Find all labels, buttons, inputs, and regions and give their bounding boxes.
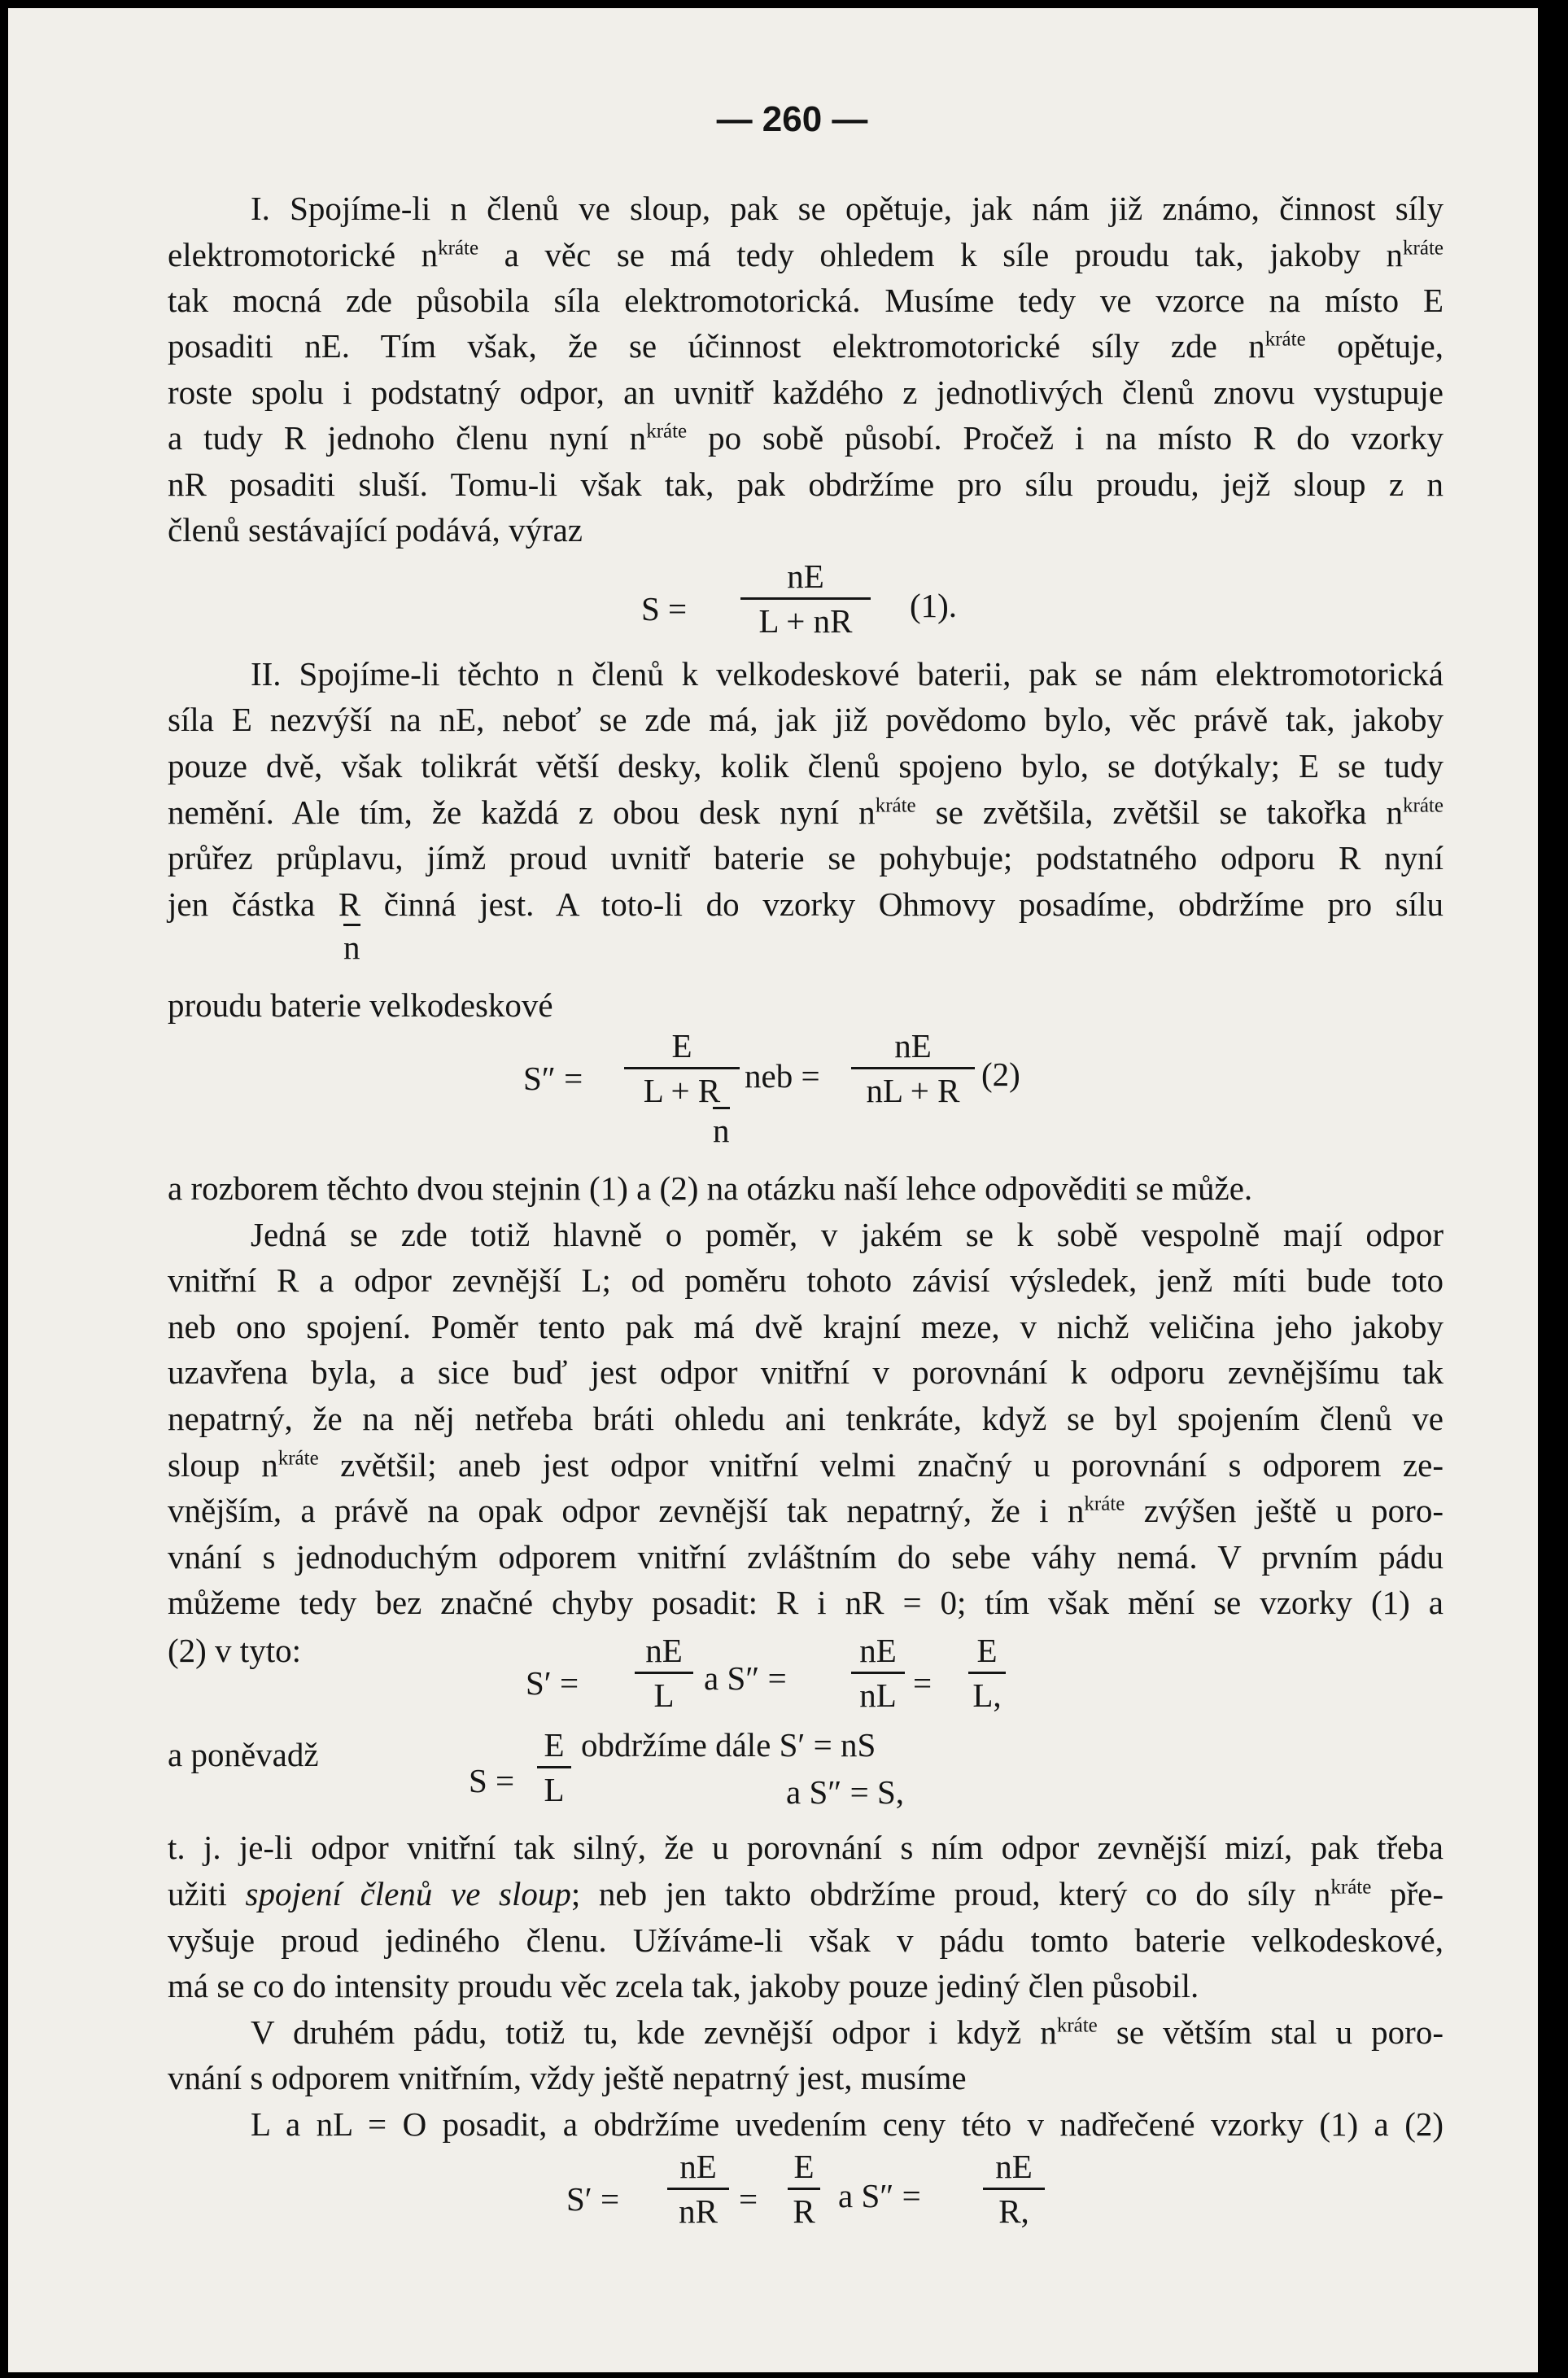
paragraph-line: II. Spojíme-li těchto n členů k velkodeskové baterii, pak se nám elektromotorická (251, 655, 1444, 693)
paragraph-line: vnání s jednoduchým odporem vnitřní zvláštním do sebe váhy nemá. V prvním pádu (168, 1538, 1444, 1576)
paragraph-line: členů sestávající podává, výraz (168, 511, 583, 549)
paragraph-line: t. j. je-li odpor vnitřní tak silný, že u porovnání s ním odpor zevnější mizí, pak třeba (168, 1829, 1444, 1866)
paragraph-line: roste spolu i podstatný odpor, an uvnitř každého z jednotlivých členů znovu vystupuje (168, 374, 1444, 411)
paragraph-line: nepatrný, že na něj netřeba bráti ohledu ani tenkráte, když se byl spojením členů ve (168, 1400, 1444, 1437)
scanned-page: — 260 — I. Spojíme-li n členů ve sloup, pak se opětuje, jak nám již známo, činnost síly elektromotorické $n^{kráte}$ a věc se má tedy ohledem k síle proudu tak, jakoby $n^{kráte}$ tak mocná zde působila síla elektromotorická. Musíme tedy ve vzorce na místo E posaditi nE. Tím však, že se účinnost elektromotorické síly zde $n^{kráte}$ opětuje, roste spolu i podstatný odpor, an uvnitř každého z jednotlivých členů znovu vystupuje a tudy R jednoho členu nyní $n^{kráte}$ po sobě působí. Pročež i na místo R do vzorky nR posaditi sluší. Tomu-li však tak, pak obdržíme pro sílu proudu, jejž sloup z n členů sestávající podává, výraz S = nE L + nR (1). II. Spojíme-li těchto n členů k velkodeskové baterii, pak se nám elektromotorická síla E nezvýší na nE, neboť se zde má, jak již povědomo bylo, věc právě tak, jakoby pouze dvě, však tolikrát větší desky, kolik členů spojeno bylo, se dotýkaly; E se tudy nemění. Ale tím, že každá z obou desk nyní $n^{kráte}$ se zvětšila, zvětšil se takořka $n^{kráte}$ průřez průplavu, jímž proud uvnitř baterie se pohybuje; podstatného odporu R nyní jen částka R činná jest. A toto-li do vzorky Ohmovy posadíme, obdržíme pro sílu n proudu baterie velkodeskové S″ = E L + R n neb = nE nL + R (2) a rozborem těchto dvou stejnin (1) a (2) na otázku naší lehce odpověditi se může. Jedná se zde totiž hlavně o poměr, v jakém se k sobě vespolně mají odpor vnitřní R a odpor zevnější L; od poměru tohoto závisí výsledek, jenž míti bude toto neb ono spojení. Poměr tento pak má dvě krajní meze, v nichž veličina jeho jakoby uzavřena byla, a sice buď jest odpor vnitřní v porovnání k odporu zevnějšímu tak nepatrný, že na něj netřeba bráti ohledu ani tenkráte, když se byl spojením členů ve sloup $n^{kráte}$ zvětšil; aneb jest odpor vnitřní velmi značný u porovnání s odporem ze- vnějším, a právě na opak odpor zevnější tak nepatrný, že i $n^{kráte}$ zvýšen ještě u poro- vnání s jednoduchým odporem vnitřní zvláštním do sebe váhy nemá. V prvním pádu můžeme tedy bez značné chyby posadit: R i nR = 0; tím však mění se vzorky (1) a (2) v tyto: S′ = nE L a S″ = nE nL = E L, a poněvadž S = E L obdržíme dále S′ = nS a S″ = S, t. j. je-li odpor vnitřní tak silný, že u porovnání s ním odpor zevnější mizí, pak třeba užiti spojení členů ve sloup; neb jen takto obdržíme proud, který co do síly $n^{kráte}$ pře- vyšuje proud jediného členu. Užíváme-li však v pádu tomto baterie velkodeskové, má se co do intensity proudu věc zcela tak, jakoby pouze jediný člen působil. V druhém pádu, totiž tu, kde zevnější odpor i když $n^{kráte}$ se větším stal u poro- vnání s odporem vnitřním, vždy ještě nepatrný jest, musíme L a nL = O posadit, a obdržíme uvedením ceny této v nadřečené vzorky (1) a (2) S′ = nE nR = E R a S″ = nE R, (8, 8, 1538, 2372)
paragraph-line: (2) v tyto: (168, 1632, 301, 1669)
page-number: — 260 — (716, 99, 868, 139)
paragraph-line: vyšuje proud jediného členu. Užíváme-li však v pádu tomto baterie velkodeskové, (168, 1921, 1444, 1959)
paragraph-line: a tudy R jednoho členu nyní $n^{kráte}$ po sobě působí. Pročež i na místo R do vzorky (168, 419, 1444, 457)
paragraph-line: průřez průplavu, jímž proud uvnitř baterie se pohybuje; podstatného odporu R nyní (168, 839, 1444, 876)
paragraph-line: V druhém pádu, totiž tu, kde zevnější odpor i když $n^{kráte}$ se větším stal u poro- (251, 2013, 1444, 2051)
paragraph-line: elektromotorické $n^{kráte}$ a věc se má tedy ohledem k síle proudu tak, jakoby $n^{kráte}$ (168, 236, 1444, 273)
paragraph-line: tak mocná zde působila síla elektromotorická. Musíme tedy ve vzorce na místo E (168, 282, 1444, 319)
paragraph-line: proudu baterie velkodeskové (168, 986, 553, 1024)
paragraph-line: a rozborem těchto dvou stejnin (1) a (2) na otázku naší lehce odpověditi se může. (168, 1169, 1253, 1207)
paragraph-line: neb ono spojení. Poměr tento pak má dvě krajní meze, v nichž veličina jeho jakoby (168, 1308, 1444, 1345)
paragraph-line: a poněvadž (168, 1736, 319, 1773)
paragraph-line: vnějším, a právě na opak odpor zevnější tak nepatrný, že i $n^{kráte}$ zvýšen ještě u poro- (168, 1492, 1444, 1529)
paragraph-line: vnitřní R a odpor zevnější L; od poměru tohoto závisí výsledek, jenž míti bude toto (168, 1261, 1444, 1299)
paragraph-line: L a nL = O posadit, a obdržíme uvedením ceny této v nadřečené vzorky (1) a (2) (251, 2105, 1444, 2143)
paragraph-line: vnání s odporem vnitřním, vždy ještě nepatrný jest, musíme (168, 2059, 967, 2096)
paragraph-line: I. Spojíme-li n členů ve sloup, pak se opětuje, jak nám již známo, činnost síly (251, 190, 1444, 227)
paragraph-line: sloup $n^{kráte}$ zvětšil; aneb jest odpor vnitřní velmi značný u porovnání s odporem ze- (168, 1446, 1444, 1484)
paragraph-line: uzavřena byla, a sice buď jest odpor vnitřní v porovnání k odporu zevnějšímu tak (168, 1353, 1444, 1391)
paragraph-line: síla E nezvýší na nE, neboť se zde má, jak již povědomo bylo, věc právě tak, jakoby (168, 701, 1444, 738)
paragraph-line: posaditi nE. Tím však, že se účinnost elektromotorické síly zde $n^{kráte}$ opětuje, (168, 327, 1444, 365)
paragraph-line: nR posaditi sluší. Tomu-li však tak, pak obdržíme pro sílu proudu, jejž sloup z n (168, 466, 1444, 503)
paragraph-line: Jedná se zde totiž hlavně o poměr, v jakém se k sobě vespolně mají odpor (251, 1216, 1444, 1253)
paragraph-line: jen částka R činná jest. A toto-li do vzorky Ohmovy posadíme, obdržíme pro sílu (168, 885, 1444, 923)
paragraph-line: má se co do intensity proudu věc zcela tak, jakoby pouze jediný člen působil. (168, 1967, 1199, 2004)
paragraph-line: nemění. Ale tím, že každá z obou desk nyní $n^{kráte}$ se zvětšila, zvětšil se takořka $n^{kráte}$ (168, 793, 1444, 831)
paragraph-line: užiti spojení členů ve sloup; neb jen takto obdržíme proud, který co do síly $n^{kráte}$ pře- (168, 1875, 1444, 1912)
fraction-denominator: n (343, 924, 360, 965)
paragraph-line: můžeme tedy bez značné chyby posadit: R i nR = 0; tím však mění se vzorky (1) a (168, 1584, 1444, 1621)
paragraph-line: pouze dvě, však tolikrát větší desky, kolik členů spojeno bylo, se dotýkaly; E se tudy (168, 747, 1444, 785)
